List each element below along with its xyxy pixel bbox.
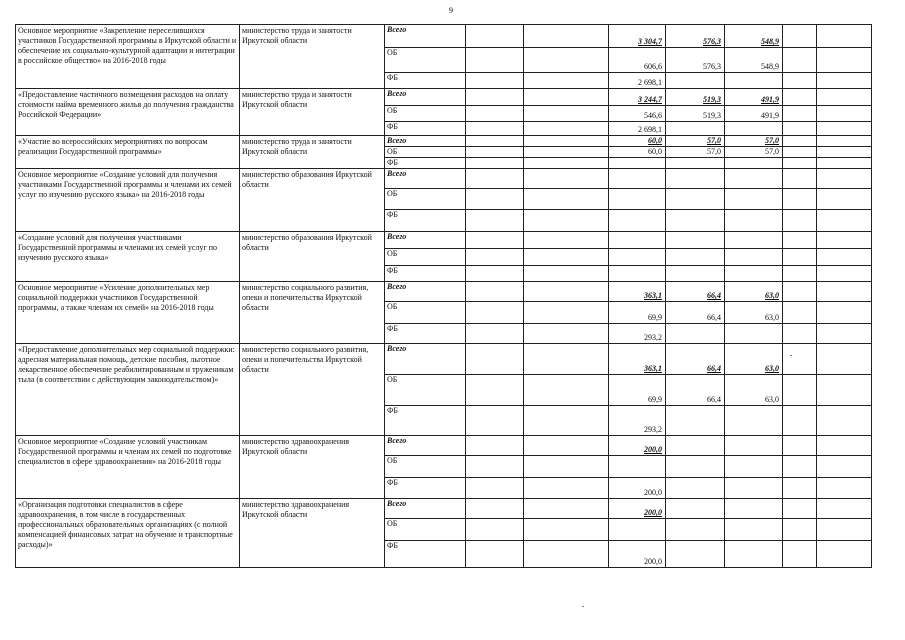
empty-cell xyxy=(817,169,872,189)
value-cell xyxy=(524,324,609,344)
funding-source-cell: ФБ xyxy=(385,158,466,169)
empty-cell xyxy=(817,375,872,406)
empty-cell xyxy=(783,147,817,158)
empty-cell xyxy=(466,541,524,568)
value-cell xyxy=(666,249,725,266)
value-cell xyxy=(524,106,609,122)
table-row xyxy=(16,499,872,519)
value-cell: 66,4 xyxy=(666,375,725,406)
value-cell: 2 698,1 xyxy=(609,122,666,136)
empty-cell xyxy=(466,25,524,48)
value-cell: 3 304,7 xyxy=(609,25,666,48)
value-cell xyxy=(609,210,666,232)
empty-cell xyxy=(783,541,817,568)
value-cell: 576,3 xyxy=(666,48,725,73)
value-cell: 66,4 xyxy=(666,302,725,324)
value-cell xyxy=(609,232,666,249)
value-cell xyxy=(524,89,609,106)
activity-name-cell: «Организация подготовки специалистов в сфере здравоохранения, в том числе в государственных профессиональных образовательных организациях (с полной компенсацией финансовых затрат на обучение и транспортные расходы)» xyxy=(16,499,240,568)
funding-source-cell: ФБ xyxy=(385,73,466,89)
funding-source-cell: Всего xyxy=(385,499,466,519)
value-cell xyxy=(666,169,725,189)
empty-cell xyxy=(783,456,817,478)
value-cell: 60,0 xyxy=(609,147,666,158)
empty-cell xyxy=(783,375,817,406)
empty-cell xyxy=(783,406,817,436)
empty-cell xyxy=(817,73,872,89)
empty-cell xyxy=(783,519,817,541)
value-cell xyxy=(725,122,783,136)
empty-cell xyxy=(783,48,817,73)
empty-cell xyxy=(817,189,872,210)
value-cell xyxy=(666,189,725,210)
funding-source-cell: ОБ xyxy=(385,48,466,73)
funding-source-cell: ФБ xyxy=(385,122,466,136)
empty-cell xyxy=(783,210,817,232)
empty-cell xyxy=(466,344,524,375)
empty-cell xyxy=(466,189,524,210)
value-cell: 546,6 xyxy=(609,106,666,122)
value-cell xyxy=(524,302,609,324)
activity-name-cell: Основное мероприятие «Создание условий участникам Государственной программы и членам их семей по подготовке специалистов в сфере здравоохранения» на 2016-2018 годы xyxy=(16,436,240,499)
empty-cell xyxy=(783,189,817,210)
value-cell xyxy=(609,456,666,478)
empty-cell xyxy=(783,344,817,375)
activity-name-cell: «Создание условий для получения участниками Государственной программы и членами их семей услуг по изучению русского языка» xyxy=(16,232,240,282)
value-cell: 200,0 xyxy=(609,499,666,519)
empty-cell xyxy=(466,232,524,249)
empty-cell xyxy=(817,499,872,519)
table-row xyxy=(16,169,872,189)
table-row xyxy=(16,136,872,147)
empty-cell xyxy=(817,478,872,499)
value-cell xyxy=(524,48,609,73)
funding-source-cell: ФБ xyxy=(385,541,466,568)
activity-name-cell: «Предоставление дополнительных мер социальной поддержки: адресная материальная помощь, детские пособия, льготное лекарственное обеспечение реабилитированным и труженикам тыла (в соответствии с действующим законодательством)» xyxy=(16,344,240,436)
value-cell xyxy=(609,519,666,541)
funding-source-cell: ОБ xyxy=(385,456,466,478)
empty-cell xyxy=(783,302,817,324)
funding-source-cell: ОБ xyxy=(385,375,466,406)
value-cell xyxy=(725,541,783,568)
funding-source-cell: ФБ xyxy=(385,478,466,499)
value-cell: 576,3 xyxy=(666,25,725,48)
empty-cell xyxy=(466,436,524,456)
value-cell xyxy=(666,158,725,169)
value-cell xyxy=(725,406,783,436)
value-cell xyxy=(666,541,725,568)
scan-speck xyxy=(582,606,584,607)
funding-source-cell: ОБ xyxy=(385,106,466,122)
value-cell xyxy=(609,249,666,266)
value-cell xyxy=(666,73,725,89)
value-cell xyxy=(666,232,725,249)
executor-cell: министерство труда и занятости Иркутской области xyxy=(240,136,385,169)
funding-source-cell: ФБ xyxy=(385,406,466,436)
value-cell xyxy=(725,478,783,499)
empty-cell xyxy=(783,478,817,499)
empty-cell xyxy=(466,282,524,302)
value-cell xyxy=(524,73,609,89)
empty-cell xyxy=(817,210,872,232)
value-cell: 491,9 xyxy=(725,89,783,106)
executor-cell: министерство социального развития, опеки и попечительства Иркутской области xyxy=(240,344,385,436)
value-cell xyxy=(524,122,609,136)
value-cell xyxy=(725,73,783,89)
empty-cell xyxy=(466,519,524,541)
value-cell xyxy=(725,519,783,541)
value-cell: 3 244,7 xyxy=(609,89,666,106)
executor-cell: министерство труда и занятости Иркутской области xyxy=(240,25,385,89)
empty-cell xyxy=(783,25,817,48)
empty-cell xyxy=(817,89,872,106)
funding-source-cell: ОБ xyxy=(385,302,466,324)
table-row xyxy=(16,436,872,456)
value-cell xyxy=(524,232,609,249)
empty-cell xyxy=(817,282,872,302)
value-cell: 293,2 xyxy=(609,406,666,436)
value-cell xyxy=(725,249,783,266)
empty-cell xyxy=(817,158,872,169)
value-cell: 2 698,1 xyxy=(609,73,666,89)
value-cell xyxy=(524,375,609,406)
empty-cell xyxy=(466,302,524,324)
empty-cell xyxy=(817,122,872,136)
funding-source-cell: Всего xyxy=(385,282,466,302)
empty-cell xyxy=(466,478,524,499)
value-cell xyxy=(725,324,783,344)
value-cell: 491,9 xyxy=(725,106,783,122)
value-cell xyxy=(725,158,783,169)
empty-cell xyxy=(783,106,817,122)
value-cell xyxy=(725,436,783,456)
value-cell: 57,0 xyxy=(725,147,783,158)
funding-source-cell: ОБ xyxy=(385,189,466,210)
value-cell xyxy=(666,122,725,136)
empty-cell xyxy=(817,519,872,541)
funding-source-cell: Всего xyxy=(385,344,466,375)
value-cell xyxy=(524,169,609,189)
value-cell xyxy=(725,169,783,189)
empty-cell xyxy=(466,122,524,136)
executor-cell: министерство здравоохранения Иркутской области xyxy=(240,499,385,568)
empty-cell xyxy=(466,89,524,106)
value-cell xyxy=(524,210,609,232)
activity-name-cell: Основное мероприятие «Закрепление переселившихся участников Государственной программы в Иркутской области и обеспечение их социально-культурной адаптации и интеграции в российское общество» на 2016-2018 годы xyxy=(16,25,240,89)
activity-name-cell: Основное мероприятие «Усиление дополнительных мер социальной поддержки участников Государственной программы, а также членам их семей» на 2016-2018 годы xyxy=(16,282,240,344)
funding-source-cell: ОБ xyxy=(385,147,466,158)
value-cell xyxy=(725,456,783,478)
empty-cell xyxy=(817,344,872,375)
activity-name-cell: «Участие во всероссийских мероприятиях по вопросам реализации Государственной программы» xyxy=(16,136,240,169)
value-cell: 363,1 xyxy=(609,344,666,375)
empty-cell xyxy=(783,136,817,147)
value-cell: 519,3 xyxy=(666,106,725,122)
funding-source-cell: ОБ xyxy=(385,519,466,541)
value-cell xyxy=(609,266,666,282)
value-cell: 606,6 xyxy=(609,48,666,73)
empty-cell xyxy=(783,73,817,89)
value-cell xyxy=(524,456,609,478)
executor-cell: министерство образования Иркутской области xyxy=(240,232,385,282)
empty-cell xyxy=(783,158,817,169)
value-cell xyxy=(524,249,609,266)
value-cell xyxy=(524,436,609,456)
value-cell: 200,0 xyxy=(609,478,666,499)
value-cell xyxy=(524,519,609,541)
value-cell xyxy=(725,189,783,210)
value-cell xyxy=(524,25,609,48)
value-cell xyxy=(524,136,609,147)
value-cell: 293,2 xyxy=(609,324,666,344)
empty-cell xyxy=(817,25,872,48)
empty-cell xyxy=(817,48,872,73)
table-row xyxy=(16,89,872,106)
empty-cell xyxy=(817,147,872,158)
table-row xyxy=(16,344,872,375)
value-cell xyxy=(666,456,725,478)
empty-cell xyxy=(817,106,872,122)
empty-cell xyxy=(783,324,817,344)
funding-source-cell: ФБ xyxy=(385,266,466,282)
funding-source-cell: Всего xyxy=(385,232,466,249)
empty-cell xyxy=(817,436,872,456)
empty-cell xyxy=(783,436,817,456)
value-cell xyxy=(666,406,725,436)
executor-cell: министерство труда и занятости Иркутской области xyxy=(240,89,385,136)
value-cell: 60,0 xyxy=(609,136,666,147)
executor-cell: министерство здравоохранения Иркутской области xyxy=(240,436,385,499)
table-row xyxy=(16,282,872,302)
empty-cell xyxy=(783,232,817,249)
value-cell xyxy=(524,541,609,568)
value-cell: 69,9 xyxy=(609,302,666,324)
empty-cell xyxy=(783,282,817,302)
empty-cell xyxy=(817,302,872,324)
value-cell xyxy=(524,406,609,436)
value-cell xyxy=(666,436,725,456)
value-cell xyxy=(666,210,725,232)
empty-cell xyxy=(817,232,872,249)
value-cell xyxy=(666,499,725,519)
value-cell: 63,0 xyxy=(725,282,783,302)
value-cell: 519,3 xyxy=(666,89,725,106)
value-cell xyxy=(524,499,609,519)
value-cell: 363,1 xyxy=(609,282,666,302)
funding-source-cell: Всего xyxy=(385,89,466,106)
funding-source-cell: ФБ xyxy=(385,210,466,232)
empty-cell xyxy=(783,499,817,519)
activity-name-cell: Основное мероприятие «Создание условий для получения участниками Государственной программы и членами их семей услуг по изучению русского языка» на 2016-2018 годы xyxy=(16,169,240,232)
empty-cell xyxy=(817,136,872,147)
empty-cell xyxy=(466,169,524,189)
table-row xyxy=(16,232,872,249)
table-row xyxy=(16,25,872,48)
empty-cell xyxy=(466,48,524,73)
budget-table xyxy=(15,24,872,568)
value-cell: 66,4 xyxy=(666,282,725,302)
value-cell: 548,9 xyxy=(725,25,783,48)
empty-cell xyxy=(817,406,872,436)
value-cell xyxy=(524,266,609,282)
empty-cell xyxy=(817,266,872,282)
empty-cell xyxy=(466,210,524,232)
empty-cell xyxy=(466,147,524,158)
scan-speck xyxy=(790,355,792,356)
empty-cell xyxy=(783,266,817,282)
value-cell xyxy=(524,344,609,375)
value-cell xyxy=(609,189,666,210)
funding-source-cell: ОБ xyxy=(385,249,466,266)
value-cell: 69,9 xyxy=(609,375,666,406)
empty-cell xyxy=(466,375,524,406)
activity-name-cell: «Предоставление частичного возмещения расходов на оплату стоимости найма временного жилья до получения гражданства Российской Федерации» xyxy=(16,89,240,136)
value-cell xyxy=(666,324,725,344)
empty-cell xyxy=(817,249,872,266)
value-cell: 57,0 xyxy=(666,136,725,147)
funding-source-cell: Всего xyxy=(385,136,466,147)
empty-cell xyxy=(466,499,524,519)
value-cell: 57,0 xyxy=(666,147,725,158)
value-cell xyxy=(725,232,783,249)
value-cell: 63,0 xyxy=(725,375,783,406)
funding-source-cell: Всего xyxy=(385,25,466,48)
empty-cell xyxy=(817,541,872,568)
value-cell xyxy=(524,282,609,302)
empty-cell xyxy=(783,89,817,106)
value-cell: 200,0 xyxy=(609,436,666,456)
value-cell xyxy=(725,499,783,519)
empty-cell xyxy=(783,169,817,189)
value-cell xyxy=(524,189,609,210)
empty-cell xyxy=(466,406,524,436)
empty-cell xyxy=(466,136,524,147)
value-cell: 548,9 xyxy=(725,48,783,73)
value-cell xyxy=(725,266,783,282)
empty-cell xyxy=(466,266,524,282)
empty-cell xyxy=(817,456,872,478)
empty-cell xyxy=(817,324,872,344)
value-cell: 63,0 xyxy=(725,302,783,324)
value-cell xyxy=(609,169,666,189)
value-cell xyxy=(524,147,609,158)
empty-cell xyxy=(466,73,524,89)
value-cell: 200,0 xyxy=(609,541,666,568)
value-cell xyxy=(725,210,783,232)
funding-source-cell: Всего xyxy=(385,436,466,456)
value-cell xyxy=(666,519,725,541)
funding-source-cell: ФБ xyxy=(385,324,466,344)
value-cell: 63,0 xyxy=(725,344,783,375)
funding-source-cell: Всего xyxy=(385,169,466,189)
value-cell xyxy=(524,158,609,169)
executor-cell: министерство социального развития, опеки и попечительства Иркутской области xyxy=(240,282,385,344)
value-cell xyxy=(609,158,666,169)
page-number: 9 xyxy=(449,6,453,15)
executor-cell: министерство образования Иркутской области xyxy=(240,169,385,232)
value-cell xyxy=(666,478,725,499)
empty-cell xyxy=(466,456,524,478)
empty-cell xyxy=(466,106,524,122)
value-cell: 57,0 xyxy=(725,136,783,147)
empty-cell xyxy=(783,249,817,266)
empty-cell xyxy=(466,324,524,344)
empty-cell xyxy=(466,158,524,169)
value-cell xyxy=(524,478,609,499)
empty-cell xyxy=(466,249,524,266)
empty-cell xyxy=(783,122,817,136)
value-cell xyxy=(666,266,725,282)
value-cell: 66,4 xyxy=(666,344,725,375)
